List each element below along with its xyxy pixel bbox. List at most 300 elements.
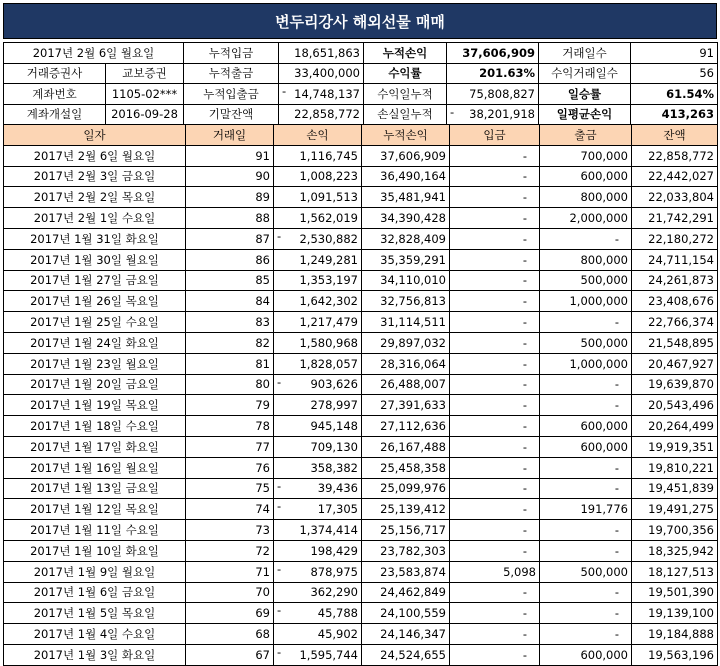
summary-cell-value: 수익거래일수 [551, 66, 618, 81]
table-row [4, 291, 718, 312]
cell-value: 1,249,281 [299, 252, 358, 267]
cell-day [186, 208, 274, 229]
cell-value: 81 [255, 356, 270, 371]
cell-dep [450, 395, 540, 416]
cell-bal [632, 249, 718, 270]
cell-bal [632, 561, 718, 582]
cell-date [4, 291, 186, 312]
cell-value: 1,595,744 [299, 647, 358, 662]
cell-bal [632, 416, 718, 437]
cell-pnl [274, 145, 362, 166]
summary-cell-value: 18,651,863 [294, 45, 360, 60]
cell-cum [362, 603, 450, 624]
table-row [4, 208, 718, 229]
cell-wd [540, 291, 632, 312]
cell-value: 1,353,197 [299, 273, 358, 288]
cell-wd [540, 416, 632, 437]
cell-value: - [614, 315, 619, 330]
summary-cell [631, 84, 718, 105]
cell-value: 85 [255, 273, 270, 288]
cell-dep [450, 332, 540, 353]
cell-value: - [522, 398, 527, 413]
summary-cell [447, 63, 539, 84]
cell-value: - [522, 523, 527, 538]
cell-day [186, 416, 274, 437]
cell-day [186, 540, 274, 561]
cell-value: - [614, 543, 619, 558]
cell-value: 34,110,010 [380, 273, 446, 288]
summary-cell [539, 84, 631, 105]
cell-value: 24,146,347 [380, 627, 446, 642]
summary-cell-value: 누적출금 [208, 66, 254, 81]
cell-dep [450, 561, 540, 582]
cell-day [186, 228, 274, 249]
summary-cell-value: 계좌번호 [32, 86, 77, 101]
cell-value: - [522, 356, 527, 371]
cell-value: 45,788 [317, 606, 358, 621]
summary-cell-value: 56 [699, 66, 714, 81]
cell-value: 45,902 [317, 627, 358, 642]
cell-value: - [522, 627, 527, 642]
cell-value: 24,462,849 [380, 585, 446, 600]
negative-sign: - [277, 228, 282, 243]
cell-dep [450, 478, 540, 499]
summary-cell-value: 2017년 2월 6일 월요일 [32, 45, 155, 60]
cell-value: 800,000 [580, 190, 628, 205]
cell-value: 600,000 [580, 419, 628, 434]
cell-dep [450, 436, 540, 457]
cell-bal [632, 457, 718, 478]
table-row [4, 457, 718, 478]
cell-value: 35,481,941 [380, 190, 446, 205]
cell-wd [540, 249, 632, 270]
cell-wd [540, 353, 632, 374]
cell-pnl [274, 187, 362, 208]
cell-value: 19,184,888 [648, 627, 714, 642]
cell-value: 36,490,164 [380, 169, 446, 184]
table-row [4, 520, 718, 541]
cell-cum [362, 166, 450, 187]
cell-wd [540, 332, 632, 353]
cell-bal [632, 395, 718, 416]
cell-bal [632, 187, 718, 208]
negative-sign: - [277, 561, 282, 576]
cell-bal [632, 312, 718, 333]
cell-wd [540, 561, 632, 582]
summary-cell [539, 43, 631, 64]
cell-cum [362, 270, 450, 291]
cell-bal [632, 332, 718, 353]
cell-value: - [522, 460, 527, 475]
sheet-title: 변두리강사 해외선물 매매 [3, 3, 717, 39]
summary-cell-value: 61.54% [666, 86, 714, 101]
cell-value: 2,530,882 [299, 231, 358, 246]
summary-cell [447, 43, 539, 64]
summary-cell-value: 누적손익 [382, 45, 428, 60]
cell-cum [362, 353, 450, 374]
cell-value: - [522, 377, 527, 392]
summary-cell-value: 91 [699, 45, 714, 60]
cell-value: 21,742,291 [648, 211, 714, 226]
cell-value: - [522, 439, 527, 454]
summary-cell [279, 84, 364, 105]
cell-value: - [522, 294, 527, 309]
cell-value: 1,000,000 [569, 356, 628, 371]
cell-day [186, 520, 274, 541]
cell-bal [632, 270, 718, 291]
cell-value: 2017년 1월 31일 화요일 [30, 231, 159, 246]
cell-value: 24,261,873 [648, 273, 714, 288]
cell-value: 18,325,942 [648, 543, 714, 558]
cell-value: 23,583,874 [380, 564, 446, 579]
cell-value: 27,391,633 [380, 398, 446, 413]
summary-cell [106, 63, 184, 84]
cell-value: 28,316,064 [380, 356, 446, 371]
cell-dep [450, 582, 540, 603]
cell-value: 1,116,745 [299, 148, 358, 163]
cell-value: 23,782,303 [380, 543, 446, 558]
cell-value: 20,543,496 [648, 398, 714, 413]
table-row [4, 332, 718, 353]
cell-date [4, 166, 186, 187]
cell-pnl [274, 353, 362, 374]
cell-pnl [274, 166, 362, 187]
cell-value: 945,148 [310, 419, 358, 434]
cell-value: 2017년 1월 27일 금요일 [30, 273, 159, 288]
cell-value: 29,897,032 [380, 335, 446, 350]
cell-value: - [522, 335, 527, 350]
negative-sign: - [277, 499, 282, 514]
cell-value: - [522, 585, 527, 600]
cell-wd [540, 603, 632, 624]
cell-value: 24,100,559 [380, 606, 446, 621]
cell-value: 88 [255, 211, 270, 226]
cell-value: 2017년 1월 26일 목요일 [30, 294, 159, 309]
cell-value: 2017년 1월 19일 목요일 [30, 398, 159, 413]
cell-dep [450, 644, 540, 665]
cell-value: 2017년 2월 6일 월요일 [33, 148, 156, 163]
cell-cum [362, 332, 450, 353]
cell-value: 2017년 1월 9일 월요일 [33, 564, 156, 579]
table-row [4, 395, 718, 416]
summary-cell-value: 2016-09-28 [111, 107, 178, 122]
cell-pnl [274, 374, 362, 395]
cell-value: 2017년 1월 16일 월요일 [30, 460, 159, 475]
cell-wd [540, 374, 632, 395]
cell-day [186, 499, 274, 520]
cell-value: 17,305 [317, 502, 358, 517]
cell-value: - [522, 273, 527, 288]
cell-day [186, 582, 274, 603]
cell-bal [632, 644, 718, 665]
cell-value: 600,000 [580, 439, 628, 454]
cell-value: 89 [255, 190, 270, 205]
summary-cell [4, 43, 184, 64]
cell-value: - [522, 647, 527, 662]
cell-value: 82 [255, 335, 270, 350]
cell-value: 800,000 [580, 252, 628, 267]
cell-dep [450, 416, 540, 437]
column-header: 일자 [4, 125, 186, 146]
cell-pnl [274, 540, 362, 561]
cell-value: 600,000 [580, 169, 628, 184]
cell-date [4, 478, 186, 499]
negative-sign: - [277, 644, 282, 659]
cell-day [186, 166, 274, 187]
cell-value: 1,008,223 [299, 169, 358, 184]
cell-wd [540, 540, 632, 561]
cell-value: 37,606,909 [380, 148, 446, 163]
cell-value: 25,139,412 [380, 502, 446, 517]
summary-cell-value: 1105-02*** [111, 86, 178, 101]
summary-cell-value: 37,606,909 [462, 45, 535, 60]
table-row [4, 499, 718, 520]
summary-row [4, 84, 718, 105]
cell-value: 32,828,409 [380, 231, 446, 246]
summary-cell-value: 누적입출금 [203, 86, 259, 101]
column-header: 손익 [274, 125, 362, 146]
cell-value: 20,467,927 [648, 356, 714, 371]
cell-value: 32,756,813 [380, 294, 446, 309]
cell-day [186, 187, 274, 208]
negative-sign: - [282, 84, 287, 98]
cell-value: 78 [255, 419, 270, 434]
cell-cum [362, 145, 450, 166]
cell-cum [362, 582, 450, 603]
cell-wd [540, 166, 632, 187]
cell-day [186, 353, 274, 374]
summary-cell-value: 교보증권 [122, 66, 167, 81]
cell-pnl [274, 478, 362, 499]
cell-value: 1,000,000 [569, 294, 628, 309]
cell-value: 500,000 [580, 273, 628, 288]
cell-wd [540, 312, 632, 333]
cell-bal [632, 228, 718, 249]
cell-value: 75 [255, 481, 270, 496]
cell-wd [540, 624, 632, 645]
trade-table [3, 124, 718, 666]
cell-value: 72 [255, 543, 270, 558]
cell-date [4, 582, 186, 603]
cell-cum [362, 624, 450, 645]
summary-row [4, 104, 718, 125]
cell-value: 79 [255, 398, 270, 413]
summary-cell [539, 63, 631, 84]
cell-cum [362, 561, 450, 582]
summary-cell [279, 104, 364, 125]
negative-sign: - [277, 478, 282, 493]
cell-day [186, 436, 274, 457]
column-header: 입금 [450, 125, 540, 146]
cell-cum [362, 228, 450, 249]
cell-value: 19,639,870 [648, 377, 714, 392]
cell-value: 1,580,968 [299, 335, 358, 350]
cell-wd [540, 395, 632, 416]
cell-value: 2017년 1월 11일 수요일 [30, 523, 159, 538]
cell-bal [632, 353, 718, 374]
cell-dep [450, 457, 540, 478]
cell-dep [450, 270, 540, 291]
cell-value: - [614, 627, 619, 642]
cell-bal [632, 374, 718, 395]
cell-value: 2017년 1월 30일 월요일 [30, 252, 159, 267]
summary-cell-value: 75,808,827 [469, 86, 535, 101]
cell-value: - [522, 148, 527, 163]
cell-date [4, 499, 186, 520]
cell-dep [450, 603, 540, 624]
cell-value: - [522, 190, 527, 205]
cell-value: 2017년 1월 20일 금요일 [30, 377, 159, 392]
cell-dep [450, 145, 540, 166]
cell-bal [632, 208, 718, 229]
cell-value: - [522, 481, 527, 496]
cell-bal [632, 603, 718, 624]
table-row [4, 312, 718, 333]
cell-cum [362, 312, 450, 333]
table-row [4, 374, 718, 395]
cell-value: 19,491,275 [648, 502, 714, 517]
cell-value: 25,156,717 [380, 523, 446, 538]
cell-dep [450, 228, 540, 249]
cell-value: - [614, 231, 619, 246]
cell-pnl [274, 520, 362, 541]
summary-cell [539, 104, 631, 125]
cell-date [4, 187, 186, 208]
cell-pnl [274, 395, 362, 416]
cell-value: - [522, 211, 527, 226]
cell-value: 74 [255, 502, 270, 517]
cell-bal [632, 520, 718, 541]
cell-value: 2017년 1월 4일 수요일 [33, 627, 156, 642]
summary-cell-value: 38,201,918 [469, 107, 535, 122]
summary-cell [364, 104, 447, 125]
cell-date [4, 249, 186, 270]
cell-pnl [274, 270, 362, 291]
cell-value: 1,091,513 [299, 190, 358, 205]
cell-date [4, 644, 186, 665]
cell-value: - [614, 398, 619, 413]
cell-value: 358,382 [310, 460, 358, 475]
summary-cell-value: 누적입금 [208, 45, 254, 60]
cell-day [186, 457, 274, 478]
summary-cell [106, 104, 184, 125]
table-row [4, 228, 718, 249]
table-row [4, 540, 718, 561]
cell-date [4, 332, 186, 353]
cell-cum [362, 249, 450, 270]
cell-dep [450, 374, 540, 395]
table-row [4, 478, 718, 499]
cell-value: - [614, 481, 619, 496]
cell-value: 2017년 1월 25일 수요일 [30, 315, 159, 330]
cell-cum [362, 436, 450, 457]
cell-value: 191,776 [580, 502, 628, 517]
cell-value: 87 [255, 231, 270, 246]
cell-value: 26,488,007 [380, 377, 446, 392]
cell-date [4, 270, 186, 291]
cell-wd [540, 478, 632, 499]
cell-value: 2017년 1월 17일 화요일 [30, 439, 159, 454]
cell-dep [450, 187, 540, 208]
cell-value: 903,626 [310, 377, 358, 392]
cell-day [186, 395, 274, 416]
cell-value: 70 [255, 585, 270, 600]
cell-value: 19,451,839 [648, 481, 714, 496]
cell-value: 2017년 1월 5일 목요일 [33, 606, 156, 621]
cell-value: 2017년 1월 12일 목요일 [30, 502, 159, 517]
cell-date [4, 312, 186, 333]
cell-value: 2,000,000 [569, 211, 628, 226]
summary-cell-value: 33,400,000 [294, 66, 360, 81]
cell-date [4, 561, 186, 582]
cell-dep [450, 208, 540, 229]
summary-cell [447, 104, 539, 125]
cell-wd [540, 228, 632, 249]
summary-cell [279, 43, 364, 64]
cell-value: 71 [255, 564, 270, 579]
cell-day [186, 644, 274, 665]
cell-dep [450, 291, 540, 312]
table-row [4, 416, 718, 437]
negative-sign: - [450, 104, 455, 119]
negative-sign: - [277, 374, 282, 389]
summary-cell-value: 거래증권사 [26, 66, 83, 81]
cell-value: 31,114,511 [380, 315, 446, 330]
summary-cell-value: 거래일수 [562, 45, 607, 60]
column-header: 출금 [540, 125, 632, 146]
cell-date [4, 395, 186, 416]
cell-date [4, 228, 186, 249]
cell-value: - [522, 169, 527, 184]
cell-value: - [522, 543, 527, 558]
cell-value: - [614, 606, 619, 621]
cell-date [4, 540, 186, 561]
cell-value: 39,436 [317, 481, 358, 496]
cell-value: 18,127,513 [648, 564, 714, 579]
cell-value: 2017년 2월 3일 금요일 [33, 169, 156, 184]
cell-date [4, 520, 186, 541]
cell-value: - [522, 252, 527, 267]
cell-dep [450, 624, 540, 645]
summary-cell-value: 일승률 [567, 86, 602, 101]
cell-value: 19,700,356 [648, 523, 714, 538]
cell-day [186, 624, 274, 645]
cell-pnl [274, 416, 362, 437]
cell-value: 22,442,027 [648, 169, 714, 184]
cell-date [4, 457, 186, 478]
cell-value: - [614, 585, 619, 600]
cell-value: 600,000 [580, 647, 628, 662]
cell-day [186, 374, 274, 395]
cell-date [4, 603, 186, 624]
cell-value: 68 [255, 627, 270, 642]
cell-dep [450, 353, 540, 374]
cell-value: 25,458,358 [380, 460, 446, 475]
cell-dep [450, 249, 540, 270]
cell-value: 35,359,291 [380, 252, 446, 267]
cell-value: 5,098 [503, 564, 536, 579]
cell-bal [632, 478, 718, 499]
negative-sign: - [277, 603, 282, 618]
table-row [4, 644, 718, 665]
summary-cell-value: 201.63% [479, 66, 535, 81]
cell-cum [362, 187, 450, 208]
summary-table [3, 42, 718, 125]
table-row [4, 624, 718, 645]
cell-value: 91 [255, 148, 270, 163]
cell-value: 19,501,390 [648, 585, 714, 600]
cell-value: 2017년 1월 10일 화요일 [30, 543, 159, 558]
